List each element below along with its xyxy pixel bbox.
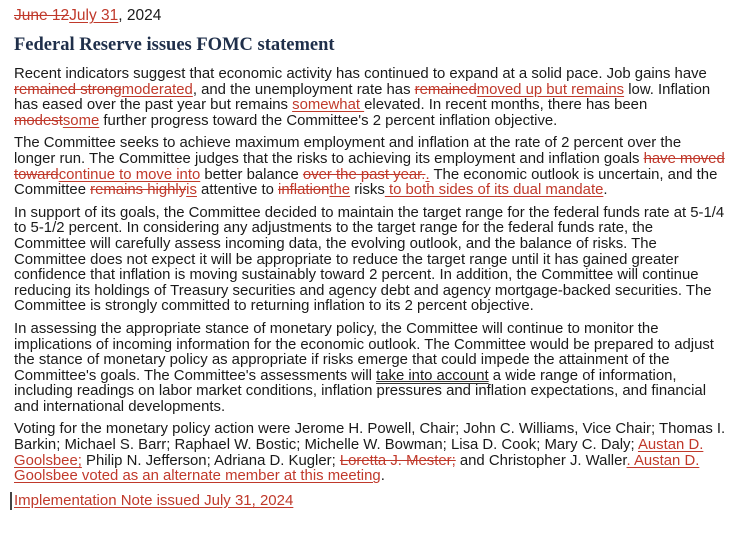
inserted-text: July 31 <box>69 7 119 24</box>
text-run: a wide range of information, including readings on labor market conditions, inflation pressures and inflation expectations, and financial and international developments. <box>14 367 707 415</box>
inserted-text: is <box>186 182 197 199</box>
text-run: In support of its goals, the Committee decided to maintain the target range for the federal funds rate at 5-1/4 to 5-1/2 percent. In considering any adjustments to the target range for the federal funds rate, the Committee will carefully assess incoming data, the evolving outlook, and the balance of risks. The Committee does not expect it will be appropriate to reduce the target range until it has gained greater confidence that inflation is moving sustainably toward 2 percent. In addition, the Committee will continue reducing its holdings of Treasury securities and agency debt and agency mortgage-backed securities. The Committee is strongly committed to returning inflation to its 2 percent objective. <box>14 204 725 315</box>
statement-paragraph <box>14 136 726 198</box>
implementation-note-link[interactable] <box>10 492 726 510</box>
inserted-text: the <box>329 182 351 199</box>
text-run: The Committee seeks to achieve maximum employment and inflation at the rate of 2 percent over the longer run. The Committee judges that the risks to achieving its employment and inflation goals <box>14 135 682 167</box>
text-run: . <box>603 182 608 199</box>
text-run: further progress toward the Committee's 2 percent inflation objective. <box>99 112 558 129</box>
release-date <box>14 6 726 26</box>
text-run: better balance <box>200 166 303 183</box>
statement-paragraph <box>14 67 726 129</box>
text-run: Voting for the monetary policy action were Jerome H. Powell, Chair; John C. Williams, Vice Chair; Thomas I. Barkin; Michael S. Barr; Raphael W. Bostic; Michelle W. Bowman; Lisa D. Cook; Mary C. Daly; <box>14 421 726 454</box>
text-run: Recent indicators suggest that economic activity has continued to expand at a solid pace. Job gains have <box>14 66 707 82</box>
deleted-text: over the past year. <box>302 166 426 183</box>
inserted-text: . <box>425 166 430 183</box>
double-underlined-text: take into account <box>376 367 489 384</box>
inserted-text: moved up but remains <box>476 81 625 98</box>
statement-paragraph <box>14 206 726 315</box>
text-run: risks <box>350 182 385 199</box>
page-title: Federal Reserve issues FOMC statement <box>14 35 335 55</box>
inserted-text: some <box>62 112 100 129</box>
inserted-text: moderated <box>121 81 193 98</box>
inserted-text: continue to move into <box>58 166 201 183</box>
text-run: low. Inflation has eased over the past year but remains <box>14 81 711 114</box>
implementation-note-text: Implementation Note issued July 31, 2024 <box>14 491 294 509</box>
text-run: attentive to <box>196 182 279 199</box>
text-run: , and the unemployment rate has <box>192 81 415 98</box>
statement-paragraph <box>14 322 726 416</box>
deleted-text: have moved toward <box>14 150 725 183</box>
text-run: In assessing the appropriate stance of monetary policy, the Committee will continue to monitor the implications of incoming information for the economic outlook. The Committee would be prepared to adjust the stance of monetary policy as appropriate if risks emerge that could impede the attainment of the Committee's goals. The Committee's assessments will <box>14 320 714 384</box>
statement-body <box>14 67 726 485</box>
deleted-text: Loretta J. Mester; <box>339 452 456 469</box>
statement-paragraph <box>14 422 726 484</box>
text-run: , 2024 <box>118 7 162 24</box>
text-run: elevated. In recent months, there has been <box>364 97 648 114</box>
text-run: . <box>380 468 385 485</box>
text-run: Philip N. Jefferson; Adriana D. Kugler; <box>81 452 340 469</box>
deleted-text: remained strong <box>14 81 122 98</box>
deleted-text: modest <box>14 112 63 129</box>
deleted-text: remained <box>414 81 477 98</box>
inserted-text: somewhat <box>292 97 365 114</box>
deleted-text: remains highly <box>90 182 187 199</box>
inserted-text: Austan D. Goolsbee; <box>14 437 704 469</box>
text-run: and Christopher J. Waller <box>455 452 627 469</box>
deleted-text: inflation <box>278 182 330 199</box>
deleted-text: June 12 <box>14 7 70 24</box>
inserted-text: . Austan D. Goolsbee voted as an alternate member at this meeting <box>14 452 700 485</box>
inserted-text: to both sides of its dual mandate <box>384 182 604 199</box>
text-run: The economic outlook is uncertain, and the Committee <box>14 166 718 199</box>
